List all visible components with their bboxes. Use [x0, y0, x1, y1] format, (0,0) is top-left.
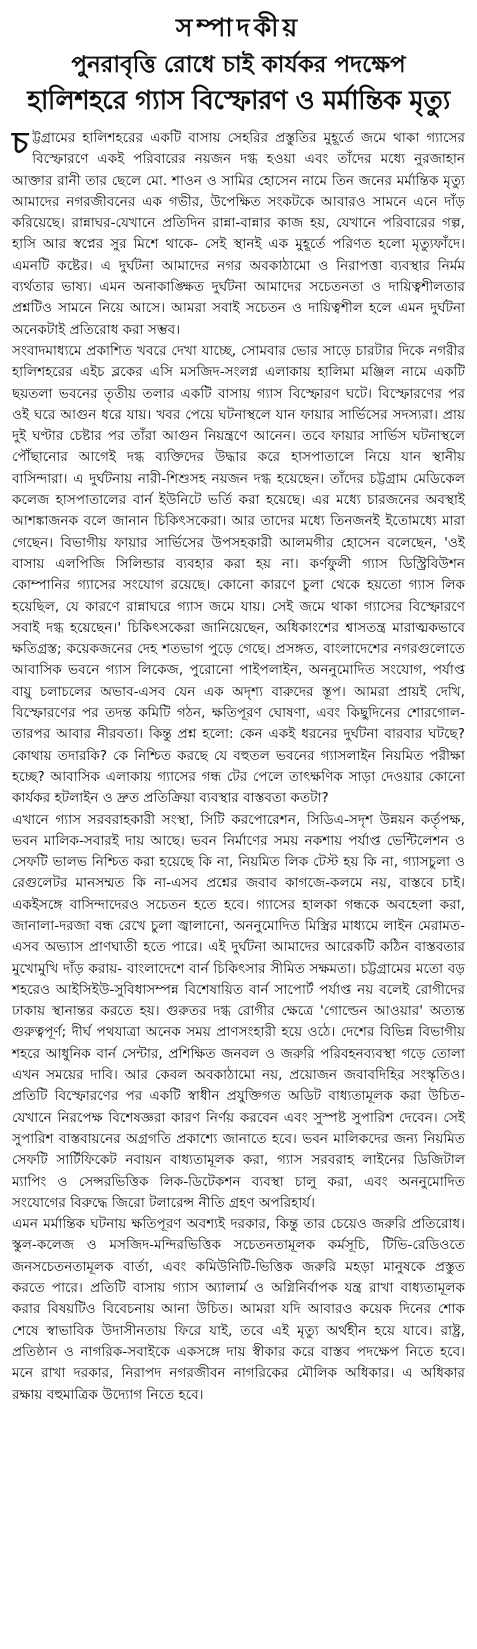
- section-label: সম্পাদকীয়: [175, 13, 302, 42]
- drop-cap: চ: [12, 126, 29, 161]
- paragraph-2: সংবাদমাধ্যমে প্রকাশিত খবরে দেখা যাচ্ছে, সোমবার ভোর সাড়ে চারটার দিকে নগরীর হালিশহরের এইচ ব্লকের এসি মসজিদ-সংলগ্ন এলাকায় হালিমা মঞ্জিল নামে একটি ছয়তলা ভবনের তৃতীয় তলার একটি বাসায় গ্যাস বিস্ফোরণ ঘটে। বিস্ফোরণের পর ওই ঘরে আগুন ধরে যায়। খবর পেয়ে ঘটনাস্থলে যান ফায়ার সার্ভিসের সদস্যরা। প্রায় দুই ঘণ্টার চেষ্টার পর তাঁরা আগুন নিয়ন্ত্রণে আনেন। তবে ফায়ার সার্ভিস ঘটনাস্থলে পৌঁছানোর আগেই দগ্ধ ব্যক্তিদের উদ্ধার করে হাসপাতালে নিয়ে যান স্থানীয় বাসিন্দারা। এ দুর্ঘটনায় নারী-শিশুসহ নয়জন দগ্ধ হয়েছেন। তাঁদের চট্টগ্রাম মেডিকেল কলেজ হাসপাতালের বার্ন ইউনিটে ভর্তি করা হয়েছে। এর মধ্যে চারজনের অবস্থাই আশঙ্কাজনক বলে জানান চিকিৎসকেরা। আর তাদের মধ্যে তিনজনই ইতোমধ্যে মারা গেছেন। বিভাগীয় ফায়ার সার্ভিসের উপসহকারী আলমগীর হোসেন বলেছেন, 'ওই বাসায় এলপিজি সিলিন্ডার ব্যবহার করা হয় না। কর্ণফুলী গ্যাস ডিস্ট্রিবিউশন কোম্পানির গ্যাসের সংযোগ রয়েছে। কোনো কারণে চুলা থেকে হয়তো গ্যাস লিক হয়েছিল, যে কারণে রান্নাঘরে গ্যাস জমে যায়। সেই জমে থাকা গ্যাসের বিস্ফোরণে সবাই দগ্ধ হয়েছেন।' চিকিৎসকেরা জানিয়েছেন, অধিকাংশের শ্বাসতন্ত্র মারাত্মকভাবে ক্ষতিগ্রস্ত; কয়েকজনের দেহ শতভাগ পুড়ে গেছে। প্রসঙ্গত, বাংলাদেশের নগরগুলোতে আবাসিক ভবনে গ্যাস লিকেজ, পুরোনো পাইপলাইন, অননুমোদিত সংযোগ, পর্যাপ্ত বায়ু চলাচলের অভাব-এসব যেন এক অদৃশ্য বারুদের স্তূপ। আমরা প্রায়ই দেখি, বিস্ফোরণের পর তদন্ত কমিটি গঠন, ক্ষতিপূরণ ঘোষণা, এবং কিছুদিনের শোরগোল-তারপর আবার নীরবতা। কিন্তু প্রশ্ন হলো: কেন একই ধরনের দুর্ঘটনা বারবার ঘটছে? কোথায় তদারকি? কে নিশ্চিত করছে যে বহুতল ভবনের গ্যাসলাইন নিয়মিত পরীক্ষা হচ্ছে? আবাসিক এলাকায় গ্যাসের গন্ধ টের পেলে তাৎক্ষণিক সাড়া দেওয়ার কোনো কার্যকর হটলাইন ও দ্রুত প্রতিক্রিয়া ব্যবস্থার বাস্তবতা কতটা?: [12, 342, 465, 807]
- headline-main: হালিশহরে গ্যাস বিস্ফোরণ ও মর্মান্তিক মৃত্যু: [27, 86, 450, 116]
- paragraph-1: [12, 128, 465, 341]
- article-body: [12, 128, 465, 1406]
- paragraph-4: এমন মর্মান্তিক ঘটনায় ক্ষতিপূরণ অবশ্যই দরকার, কিন্তু তার চেয়েও জরুরি প্রতিরোধ। স্কুল-কলেজ ও মসজিদ-মন্দিরভিত্তিক সচেতনতামূলক কর্মসূচি, টিভি-রেডিওতে জনসচেতনতামূলক বার্তা, এবং কমিউনিটি-ভিত্তিক জরুরি মহড়া মানুষকে প্রস্তুত করতে পারে। প্রতিটি বাসায় গ্যাস অ্যালার্ম ও অগ্নিনির্বাপক যন্ত্র রাখা বাধ্যতামূলক করার বিষয়টিও বিবেচনায় আনা উচিত। আমরা যদি আবারও কয়েক দিনের শোক শেষে স্বাভাবিক উদাসীনতায় ফিরে যাই, তবে এই মৃত্যু অর্থহীন হয়ে যাবে। রাষ্ট্র, প্রতিষ্ঠান ও নাগরিক-সবাইকে একসঙ্গে দায় স্বীকার করে বাস্তব পদক্ষেপ নিতে হবে। মনে রাখা দরকার, নিরাপদ নগরজীবন নাগরিকের মৌলিক অধিকার। এ অধিকার রক্ষায় বহুমাত্রিক উদ্যোগ নিতে হবে।: [12, 1216, 465, 1403]
- paragraph-3: এখানে গ্যাস সরবরাহকারী সংস্থা, সিটি করপোরেশন, সিডিএ-সদৃশ উন্নয়ন কর্তৃপক্ষ, ভবন মালিক-সবারই দায় আছে। ভবন নির্মাণের সময় নকশায় পর্যাপ্ত ভেন্টিলেশন ও সেফটি ভালভ নিশ্চিত করা হয়েছে কি না, নিয়মিত লিক টেস্ট হয় কি না, গ্যাসচুলা ও রেগুলেটর মানসম্মত কি না-এসব প্রশ্নের জবাব কাগজে-কলমে নয়, বাস্তবে চাই। একইসঙ্গে বাসিন্দাদেরও সচেতন হতে হবে। গ্যাসের হালকা গন্ধকে অবহেলা করা, জানালা-দরজা বন্ধ রেখে চুলা জ্বালানো, অননুমোদিত মিস্ত্রির মাধ্যমে লাইন মেরামত- এসব অভ্যাস প্রাণঘাতী হতে পারে। এই দুর্ঘটনা আমাদের আরেকটি কঠিন বাস্তবতার মুখোমুখি দাঁড় করায়- বাংলাদেশে বার্ন চিকিৎসার সীমিত সক্ষমতা। চট্টগ্রামের মতো বড় শহরেও আইসিইউ-সুবিধাসম্পন্ন বিশেষায়িত বার্ন সাপোর্ট পর্যাপ্ত নয় বলেই রোগীদের ঢাকায় স্থানান্তর করতে হয়। গুরুতর দগ্ধ রোগীর ক্ষেত্রে 'গোল্ডেন আওয়ার' অত্যন্ত গুরুত্বপূর্ণ; দীর্ঘ পথযাত্রা অনেক সময় প্রাণসংহারী হয়ে ওঠে। দেশের বিভিন্ন বিভাগীয় শহরে আধুনিক বার্ন সেন্টার, প্রশিক্ষিত জনবল ও জরুরি পরিবহনব্যবস্থা গড়ে তোলা এখন সময়ের দাবি। আর কেবল অবকাঠামো নয়, প্রয়োজন জবাবদিহির সংস্কৃতিও। প্রতিটি বিস্ফোরণের পর একটি স্বাধীন প্রযুক্তিগত অডিট বাধ্যতামূলক করা উচিত- যেখানে নিরপেক্ষ বিশেষজ্ঞরা কারণ নির্ণয় করবেন এবং সুস্পষ্ট সুপারিশ দেবেন। সেই সুপারিশ বাস্তবায়নের অগ্রগতি প্রকাশ্যে জানাতে হবে। ভবন মালিকদের জন্য নিয়মিত সেফটি সার্টিফিকেট নবায়ন বাধ্যতামূলক করা, গ্যাস সরবরাহ লাইনের ডিজিটাল ম্যাপিং ও সেন্সরভিত্তিক লিক-ডিটেকশন ব্যবস্থা চালু করা, এবং অননুমোদিত সংযোগের বিরুদ্ধে জিরো টলারেন্স নীতি গ্রহণ অপরিহার্য।: [12, 811, 465, 1211]
- headline-kicker: পুনরাবৃত্তি রোধে চাই কার্যকর পদক্ষেপ: [71, 52, 406, 78]
- paragraph-1-text: ট্টগ্রামের হালিশহরের একটি বাসায় সেহরির প্রস্তুতির মুহূর্তে জমে থাকা গ্যাসের বিস্ফোরণে একই পরিবারের নয়জন দগ্ধ হওয়া এবং তাঁদের মধ্যে নুরজাহান আক্তার রানী তার ছেলে মো. শাওন ও সামির হোসেন নামে তিন জনের মর্মান্তিক মৃত্যু আমাদের নগরজীবনের এক গভীর, উপেক্ষিত সংকটকে আবারও সামনে এনে দাঁড় করিয়েছে। রান্নাঘর-যেখানে প্রতিদিন রান্না-বান্নার কাজ হয়, যেখানে পরিবারের গল্প, হাসি আর স্বপ্নের সুর মিশে থাকে- সেই স্থানই এক মুহূর্তে পরিণত হলো মৃত্যুফাঁদে। এমনটি কষ্টের। এ দুর্ঘটনা আমাদের নগর অবকাঠামো ও নিরাপত্তা ব্যবস্থার নির্মম ব্যর্থতার ভাষ্য। এমন অনাকাঙ্ক্ষিত দুর্ঘটনা আমাদের সচেতনতা ও দায়িত্বশীলতার প্রশ্নটিও সামনে নিয়ে আসে। আমরা সবাই সচেতন ও দায়িত্বশীল হলে এমন দুর্ঘটনা অনেকটাই প্রতিরোধ করা সম্ভব।: [12, 130, 465, 338]
